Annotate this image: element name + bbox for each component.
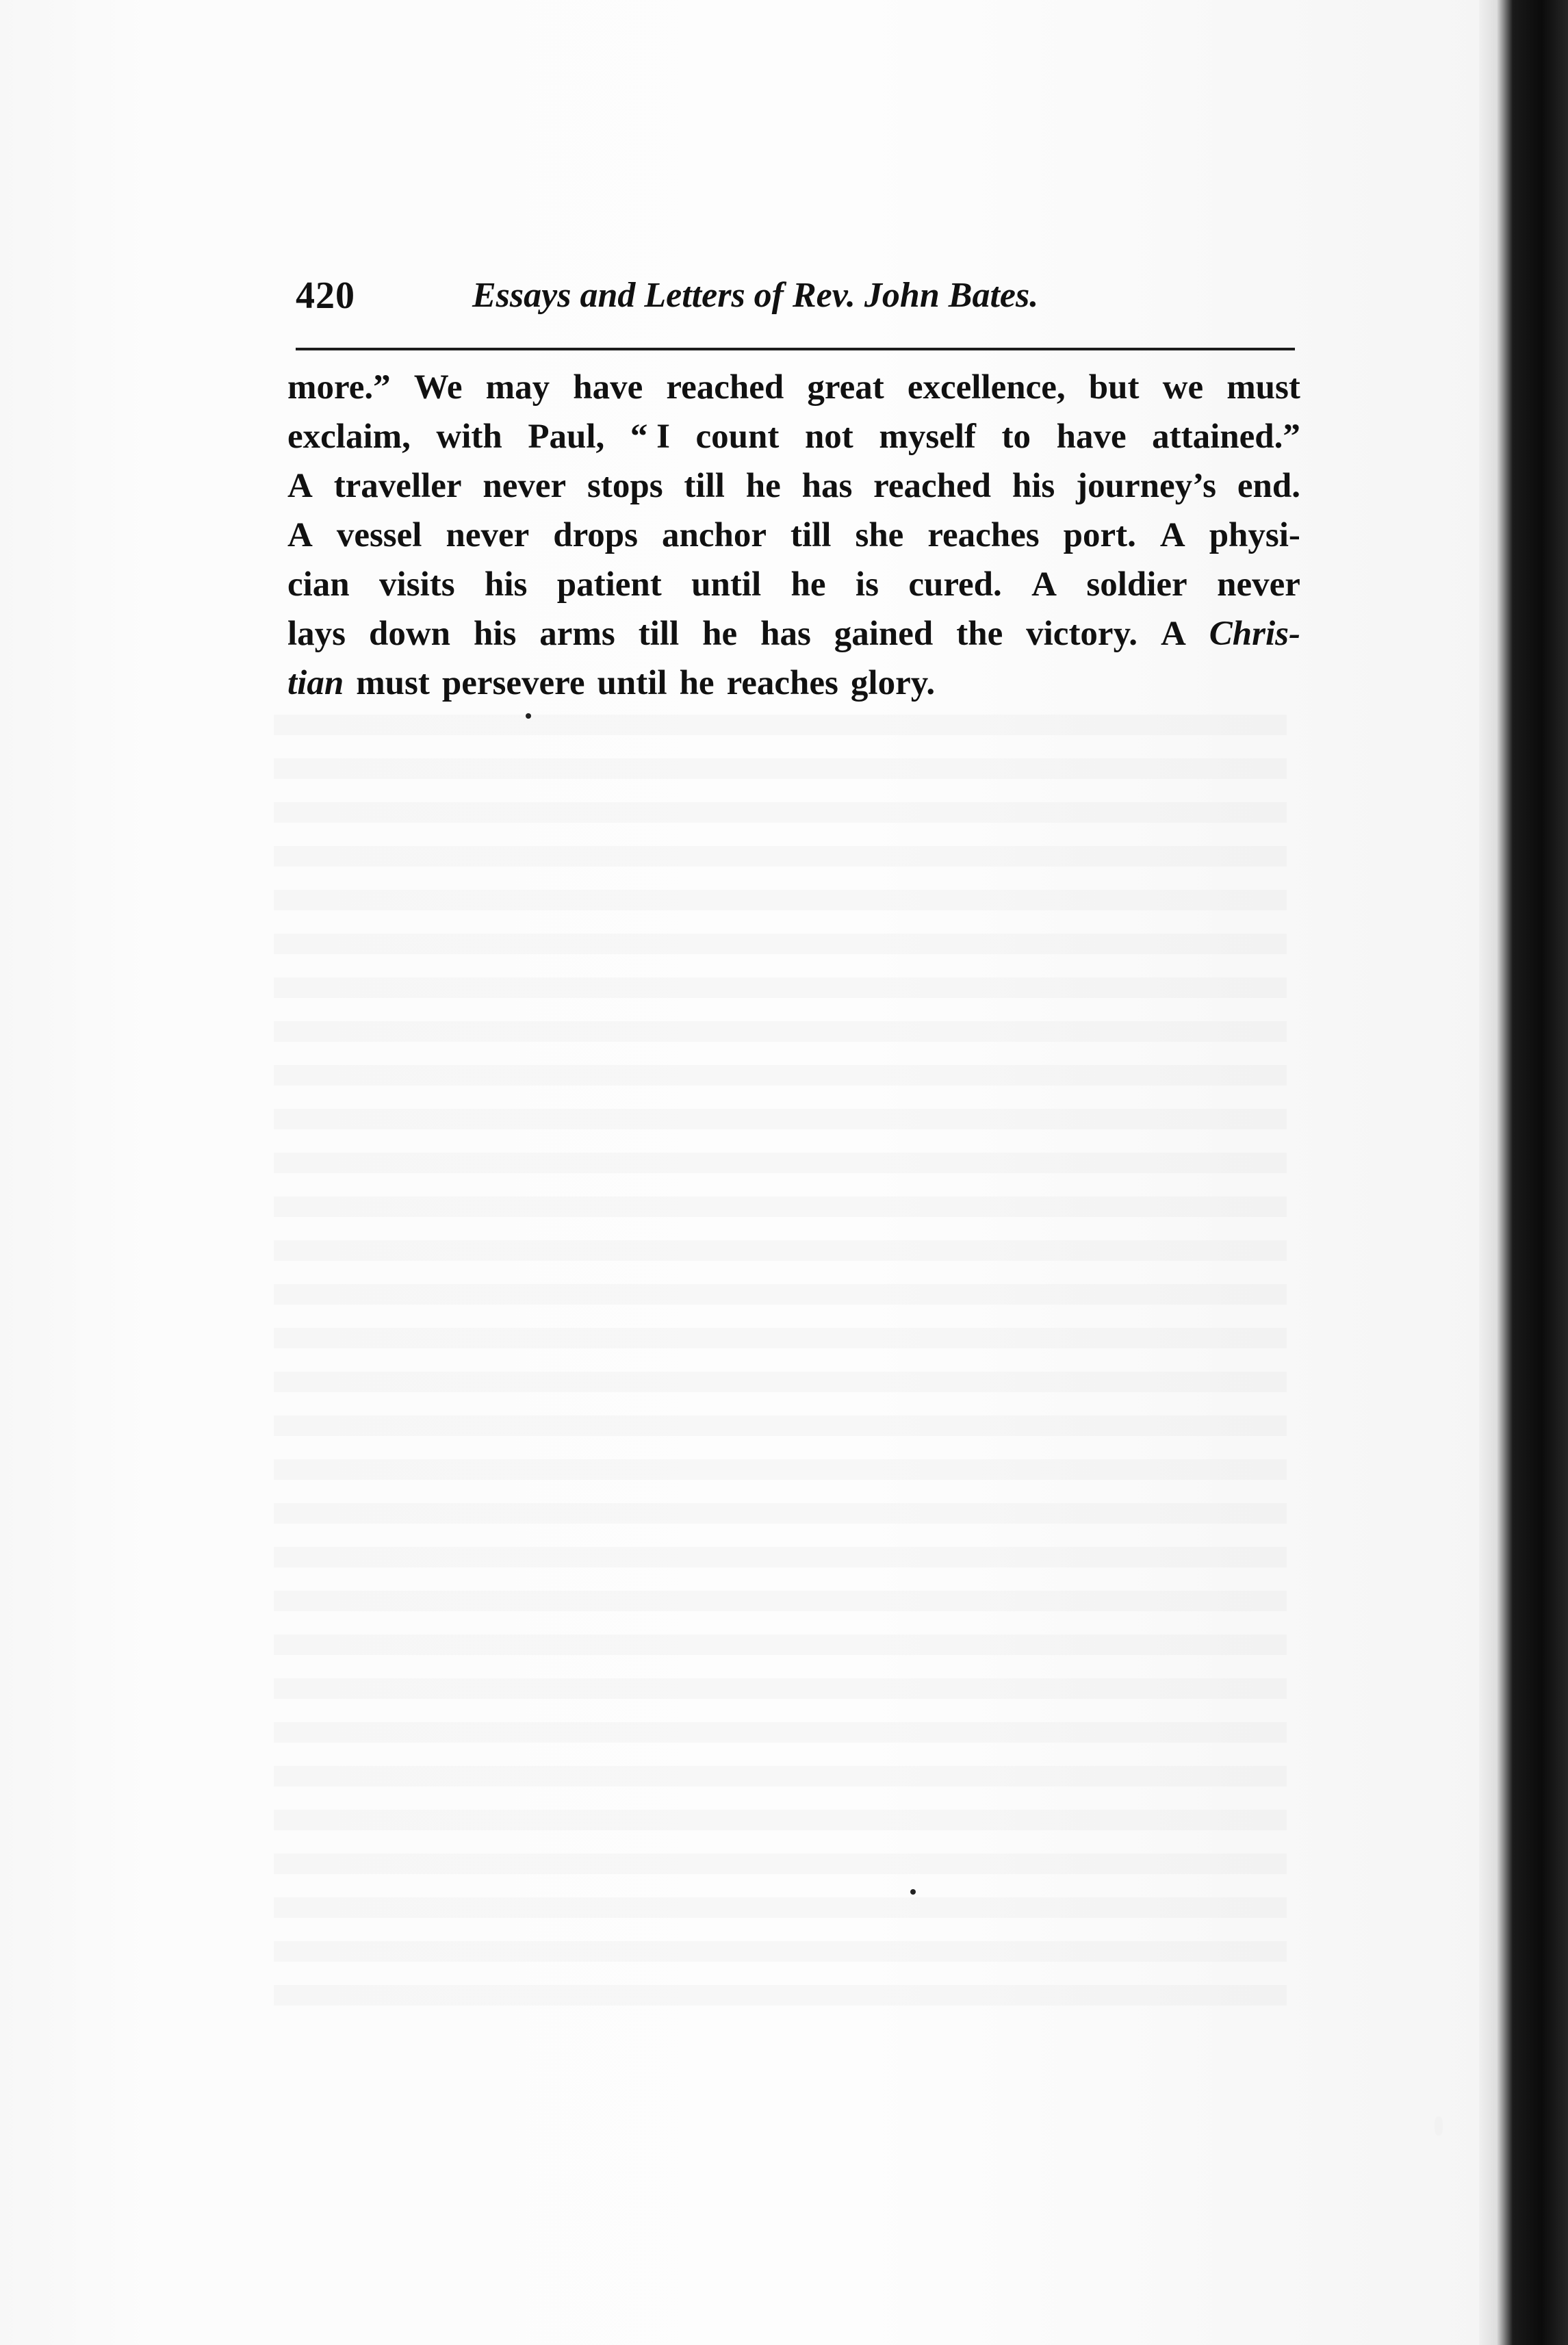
text-line-5 (287, 560, 1300, 609)
word: to (1001, 418, 1031, 456)
word: persevere (441, 664, 585, 702)
word: soldier (1086, 565, 1187, 604)
word: journey’s (1076, 467, 1217, 505)
body-paragraph (287, 363, 1300, 708)
word: but (1088, 368, 1140, 407)
word: patient (556, 565, 662, 604)
word: never (1217, 565, 1300, 604)
word: count (695, 418, 780, 456)
word: has (760, 615, 811, 653)
word: reaches (927, 516, 1040, 554)
word: the (956, 615, 1003, 653)
word: glory. (850, 664, 936, 702)
word: not (804, 418, 853, 456)
word: is (855, 565, 879, 604)
ink-speck (910, 1889, 916, 1895)
word: attained.” (1152, 418, 1300, 456)
text-line-7 (287, 658, 1300, 708)
running-title: Essays and Letters of Rev. John Bates. (472, 276, 1039, 315)
word: may (485, 368, 550, 407)
text-line-1 (287, 363, 1300, 412)
word: stops (587, 467, 663, 505)
word: cured. (908, 565, 1002, 604)
word: she (855, 516, 904, 554)
ink-speck (526, 713, 531, 719)
word: reached (666, 368, 784, 407)
word: have (1056, 418, 1127, 456)
italic-word: tian (287, 664, 344, 702)
word: he (745, 467, 781, 505)
word: exclaim, (287, 418, 411, 456)
word: till (684, 467, 725, 505)
word: he (702, 615, 738, 653)
word: anchor (662, 516, 767, 554)
word: until (691, 565, 762, 604)
word: A (1160, 615, 1186, 653)
word: till (790, 516, 832, 554)
word: A (287, 516, 313, 554)
word: till (638, 615, 680, 653)
word: vessel (336, 516, 422, 554)
text-line-2 (287, 412, 1300, 461)
word: Paul, (528, 418, 605, 456)
word: arms (539, 615, 615, 653)
word: A (1159, 516, 1185, 554)
word: lays (287, 615, 346, 653)
word: we (1162, 368, 1204, 407)
word: his (484, 565, 528, 604)
word: he (791, 565, 826, 604)
word: have (573, 368, 643, 407)
word: until (597, 664, 667, 702)
word: he (679, 664, 715, 702)
word: his (1012, 467, 1055, 505)
word: reaches (726, 664, 838, 702)
bleed-through-texture (274, 705, 1287, 2006)
word: cian (287, 565, 350, 604)
italic-word: Chris- (1209, 615, 1300, 653)
page-header (296, 266, 1295, 334)
text-line-6 (287, 609, 1300, 658)
word: must (1226, 368, 1300, 407)
word: “ I (630, 418, 670, 456)
word: gained (834, 615, 934, 653)
word: never (483, 467, 567, 505)
word: physi- (1209, 516, 1300, 554)
word: end. (1237, 467, 1300, 505)
word: port. (1063, 516, 1136, 554)
word: his (473, 615, 517, 653)
binding-edge (1479, 0, 1568, 2345)
binding-hole (1435, 2116, 1443, 2136)
word: down (368, 615, 451, 653)
word: reached (873, 467, 992, 505)
word: A (287, 467, 313, 505)
word: never (446, 516, 530, 554)
word: victory. (1026, 615, 1138, 653)
word: visits (379, 565, 455, 604)
word: has (801, 467, 853, 505)
word: more.” (287, 368, 391, 407)
word: excellence, (907, 368, 1066, 407)
text-line-3 (287, 461, 1300, 511)
header-rule (296, 348, 1295, 350)
text-line-4 (287, 511, 1300, 560)
word: We (413, 368, 463, 407)
word: with (436, 418, 502, 456)
word: myself (879, 418, 976, 456)
word: must (356, 664, 430, 702)
word: great (807, 368, 884, 407)
word: A (1031, 565, 1057, 604)
page-number: 420 (296, 274, 355, 317)
word: drops (553, 516, 639, 554)
word: traveller (333, 467, 462, 505)
